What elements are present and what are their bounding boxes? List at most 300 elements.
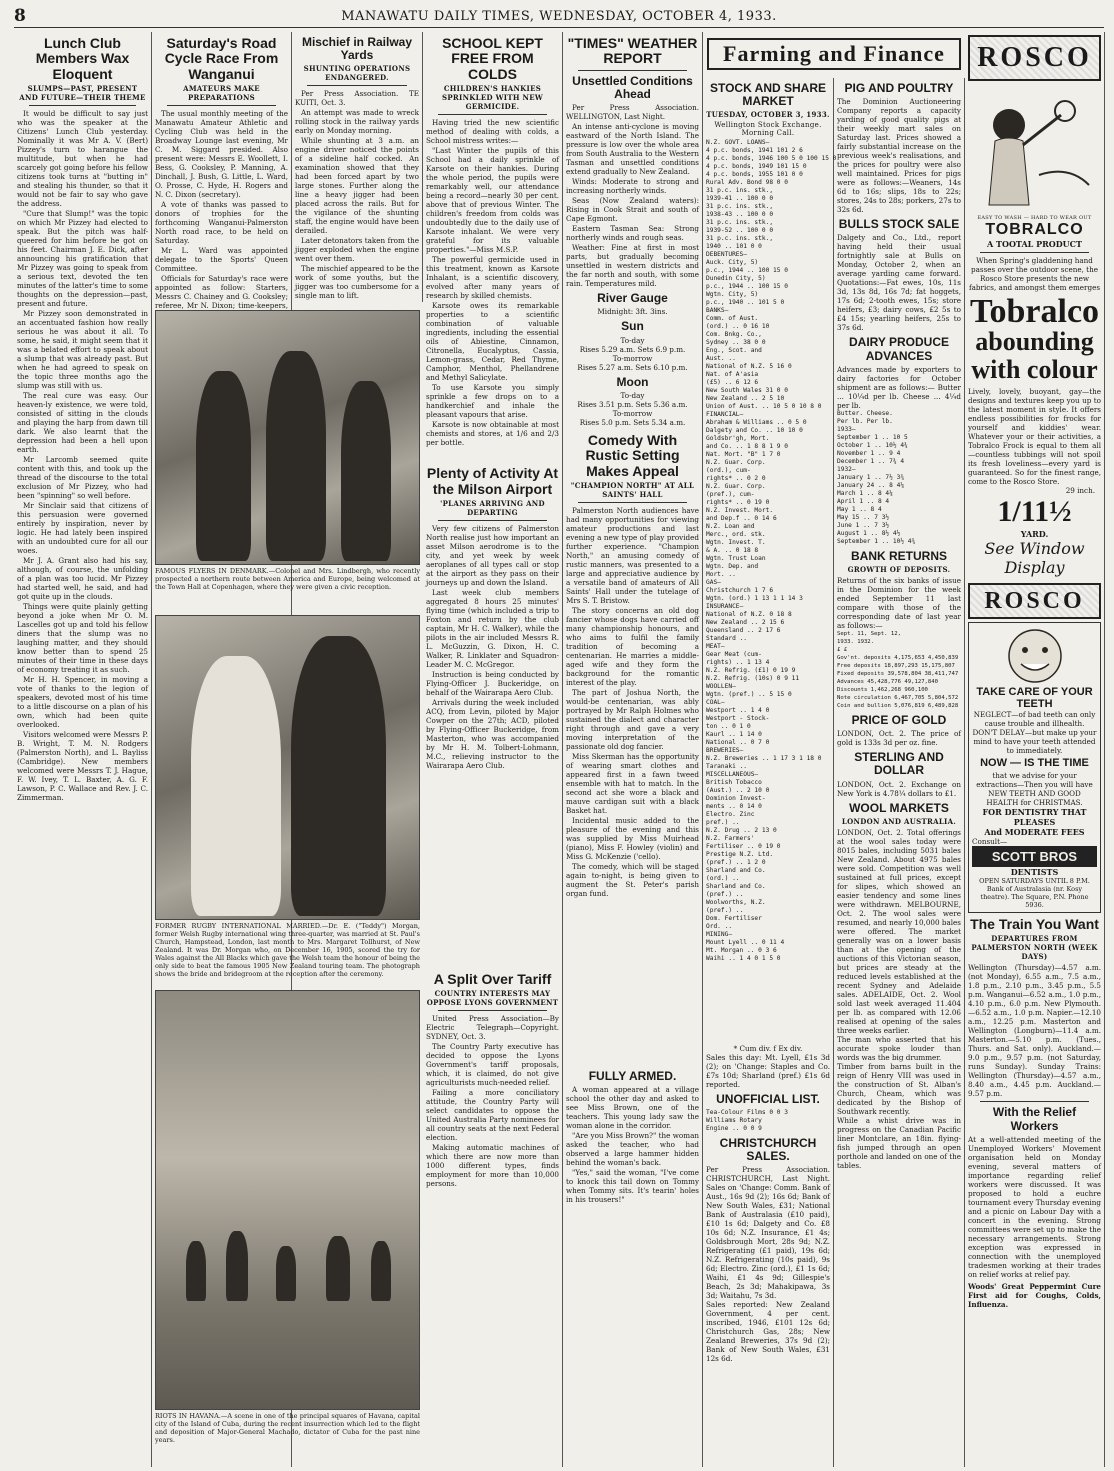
train-timetable: Wellington (Thursday)—4.57 a.m. (not Monday), 6.55 a.m., 7.5 a.m., 1.8 p.m., 2.10 p.m., 3.45 p.m., 5.5 p.m. Wanganui—6.52 a.m., 1.0 p.m., 4.10 p.m., 6.0 p.m. New Plymouth.—6.52 a.m., 1.0 p.m. Napier.—12.10 a.m., 12.25 p.m. Masterton and Wellington (Longburn)—11.4 a.m. Masterton.—5.10 p.m. (Tues., Thurs. and Sat. only). Auckland.—9.0 p.m., 9.57 p.m. (not Saturday, runs Sunday). Sunday Trains: Wellington (Thursday)—4.57 a.m., 8.40 a.m., 4.45 p.m. Auckland.—9.57 p.m. (968, 963, 1101, 1099)
stock-row: Eng., Scot. and (706, 347, 762, 355)
paragraph: Later detonators taken from the jigger exploded when the engine went over them. (295, 236, 419, 264)
stock-row: N.Z. Drug .. 2 13 0 (706, 827, 777, 835)
paragraph: "Last Winter the pupils of this School had a daily sprinkle of Karsote on their hankies. During the whole period, the pupils were remarkably well, our attendance being a record—nearly 30 per cent. above that of previous Winter. The children's freedom from colds was undoubtedly due to the daily use of Karsote inhalant. We were very grateful for its valuable properties."—Miss M.S.P. (426, 146, 559, 255)
paragraph: Officials for Saturday's race were appointed as follow: Starters, Messrs C. Chainey and G. Cooksley; referee, Mr N. Dixon; time-keepers, (155, 274, 288, 311)
stock-row: Union of Aust. .. 10 5 0 10 8 0 (706, 403, 822, 411)
paragraph: A woman appeared at a village school the other day and asked to see Miss Brown, one of the teachers. This young lady saw the woman alone in the corridor. (566, 1085, 699, 1131)
stock-row: Gear Meat (cum- (706, 651, 762, 659)
paragraph: Karsote is now obtainable at most chemists and stores, at 1/6 and 2/3 per bottle. (426, 420, 559, 448)
headline-unsettled: Unsettled Conditions Ahead (572, 73, 693, 101)
newspaper-title: MANAWATU DAILY TIMES, WEDNESDAY, OCTOBER 4, 1933. (341, 9, 777, 24)
article-tariff (426, 1014, 559, 1188)
column-railway (292, 32, 423, 302)
stock-row: N.Z. Loan and (706, 523, 755, 531)
ad-intro: When Spring's gladdening hand passes over the outdoor scene, the Rosco Store presents the new fabrics, and amongst them emerges (968, 256, 1101, 292)
sun-row: Rises 5.27 a.m. Sets 6.10 p.m. (577, 362, 688, 372)
stock-row: Dalgety and Co. .. 10 10 0 (706, 427, 803, 435)
stock-row: Prestige N.Z. Ltd. (706, 851, 774, 859)
paragraph: Making automatic machines of which there are now more than 1000 different types, finds employment for more than 10,000 persons. (426, 1143, 559, 1189)
headline-airport: Plenty of Activity At the Milson Airport (426, 465, 559, 497)
filler-timber: Timber from barns built in the reign of Henry VIII was used in the construction of St. Alban's Church, Cheam, which was dedicated by the Bishop of Southwark recently. (837, 1061, 961, 1116)
stock-row: 31 p.c. ins. stk., (706, 235, 774, 243)
market-sales: Sales this day: Mt. Lyell, £1s 3d (2); on 'Change: Staples and Co. £7s 10d; Sharland (pref.) £1s 6d reported. (706, 1053, 830, 1090)
stock-row: rights* .. 0 19 0 (706, 499, 770, 507)
subhead-railway: SHUNTING OPERATIONS ENDANGERED. (303, 64, 411, 83)
stock-row: Queensland .. 2 17 6 (706, 627, 781, 635)
dairy-row: October 1 .. 10½ 4¾ (837, 441, 908, 449)
market-subhead: Wellington Stock Exchange. Morning Call. (714, 121, 822, 138)
dairy-row: March 1 .. 8 4¼ (837, 489, 893, 497)
sales-note: Sales reported: New Zealand Government, 4 per cent. inscribed, 1946, £101 12s 6d; Christchurch Gas, 28s; New Zealand Breweries, 37s 9d (2); Bank of New South Wales, £31 12s 6d. (706, 1299, 830, 1363)
dairy-row: Butter. Cheese. (837, 409, 893, 417)
heading-fully-armed: FULLY ARMED. (588, 1068, 677, 1083)
heading-bulls-sale: BULLS STOCK SALE (838, 217, 960, 232)
stock-row: ments .. 0 14 0 (706, 803, 762, 811)
headline-school-colds: SCHOOL KEPT FREE FROM COLDS (442, 35, 543, 82)
stock-row: 1939-41 .. 100 0 0 (706, 195, 774, 203)
dairy-row: August 1 .. 8½ 4½ (837, 529, 901, 537)
stock-row: Nat. of A'asia (706, 371, 759, 379)
column-stock-market (703, 78, 837, 1467)
stock-row: Westport .. 1 4 0 (706, 707, 770, 715)
stock-row: Fertiliser .. 0 19 0 (706, 843, 781, 851)
stock-row: MINING— (706, 931, 733, 939)
masthead (14, 6, 1104, 28)
relief-workers-text: At a well-attended meeting of the Unemployed Workers' Movement organisation held on Monday evening, several matters of importance regarding relief workers were discussed. It was proposed to hold a euchre tournament every Thursday evening and a picnic on Labour Day with a concert in the evening. Strong committees were set up to make the necessary arrangements. Strong exception was expressed in connection with the unemployed tradesmen working at their trades on relief works at relief pay. (968, 1134, 1101, 1279)
stock-row: DEBENTURES— (706, 251, 747, 259)
divider (438, 114, 547, 115)
stock-table (706, 139, 837, 1044)
paragraph: Weather: Fine at first in most parts, but gradually becoming unsettled in western districts and the far north and south, with some rain. Temperatures mild. (566, 243, 699, 289)
market-note: * Cum div. f Ex div. (733, 1044, 803, 1054)
stock-row: Mt. Morgan .. 0 3 6 (706, 947, 777, 955)
stock-row: Electro. Zinc (706, 811, 755, 819)
paragraph: Things were quite plainly getting beyond a joke when Mr O. M. Lascelles got up and told his fellow diners that the slump was no laughing matter, and they should know better than to spend 25 minutes of their time in these days of economy treating it as such. (17, 602, 148, 675)
teeth-headline: TAKE CARE OF YOUR TEETH (976, 686, 1093, 710)
column-weather (563, 32, 703, 1467)
photo-wedding (155, 615, 420, 920)
stock-row: 1939-52 .. 100 0 0 (706, 227, 774, 235)
price: 1/11½ (997, 495, 1072, 528)
paragraph: United Press Association—By Electric Telegraph—Copyright. SYDNEY, Oct. 3. (426, 1014, 559, 1042)
stock-row: & A. .. 0 18 8 (706, 547, 759, 555)
paragraph: It would be difficult to say just who was the speaker at the Citizens' Lunch Club yesterday. Nominally it was Mr A. V. (Bert) Pizzey's turn to harangue the multitude, but when he had scarcely got going before his fellow citizens took turns at "butting in" and stealing his thunder, so that it would not be fair to say who gave the address. (17, 109, 148, 209)
divider (167, 105, 276, 106)
divider (438, 520, 547, 521)
stock-row: 31 p.c. ins. stk., (706, 187, 774, 195)
paragraph: An intense anti-cyclone is moving eastward of the North Island. The pressure is low over the whole area from South Australia to the Western Tasman and unsettled conditions extend gradually to New Zealand. (566, 122, 699, 177)
paragraph: Arrivals during the week included ACQ, from Levin, piloted by Major Cowper on the 27th; ACD, piloted by Flying-Officer Buckeridge, from Masterton, who was accompanied by Mr H. M. Tolbert-Lohmann, M.C., relieving instructor to the Wairarapa Aero Club. (426, 697, 559, 770)
paragraph: A vote of thanks was passed to donors of trophies for the forthcoming Wanganui-Palmerston North road race, to be held on Saturday. (155, 200, 288, 246)
sun-row: Rises 5.29 a.m. Sets 6.9 p.m. (579, 344, 686, 354)
article-school-colds (426, 118, 559, 458)
moon-row: Rises 3.51 p.m. Sets 5.36 a.m. (577, 399, 688, 409)
stock-row: p.c., 1944 .. 100 15 0 (706, 283, 788, 291)
subhead-bank-returns: GROWTH OF DEPOSITS. (847, 564, 951, 574)
dairy-row: January 1 .. 7½ 3¾ (837, 473, 905, 481)
ad-body: Lively, lovely, buoyant, gay—the designs and textures keep you up to the latest moment in style. It offers endless possibilities for frocks for yourself and kiddies' wear. Whatever your or their activities, a Tobralco Frock is equal to them all—countless tubbings will not spoil its fresh loveliness—every yard is guaranteed. So for the finest range, come to the Rosco Store. (968, 387, 1101, 486)
stock-row: 1938-43 .. 100 0 0 (706, 211, 774, 219)
subhead-cycle-race: AMATEURS MAKE PREPARATIONS (183, 84, 260, 103)
paragraph: The part of Joshua North, the would-be centenarian, was ably portrayed by Mr Ralph Holmes who sustained the dialect and character right through and gave a very moving interpretation of the passionate old dog fancier. (566, 687, 699, 751)
stock-row: Waihi .. 1 4 0 1 5 0 (706, 955, 781, 963)
price-unit: YARD. (1020, 529, 1049, 539)
bank-row: Note circulation 6,467,705 5,804,572 (837, 694, 959, 701)
paragraph: Miss Skerman has the opportunity of wearing smart clothes and appeared first in a fawn tweed ensemble with hat to match. In the second act she wore a black and mauve cardigan suit with a black Basket hat. (566, 751, 699, 815)
stock-row: Wgtn. Trust Loan (706, 555, 766, 563)
article-comedy (566, 506, 699, 1066)
rosco-logo-footer: ROSCO (968, 583, 1101, 619)
divider (438, 1010, 547, 1011)
tootal-product: A TOOTAL PRODUCT (987, 239, 1082, 249)
see-window-display: See Window Display (984, 539, 1085, 577)
divider (307, 85, 407, 86)
open-hours: OPEN SATURDAYS UNTIL 8 P.M. (979, 877, 1090, 885)
paragraph: The powerful germicide used in this treatment, known as Karsote Inhalant, is a scientific discovery, evolved after many years of research by skilled chemists. (426, 255, 559, 301)
dairy-row: May 15 .. 7 3½ (837, 513, 890, 521)
paragraph: Having tried the new scientific method of dealing with colds, a School mistress writes:— (426, 118, 559, 146)
heading-relief-workers: With the Relief Workers (992, 1105, 1077, 1133)
stock-row: Aust. .. (706, 355, 736, 363)
stock-row: N.Z. GOVT. LOANS— (706, 139, 770, 147)
scott-bros-logo: SCOTT BROS (972, 846, 1097, 867)
stock-row: N.Z. Guar. Corp. (706, 459, 766, 467)
stock-row: ton .. 0 1 0 (706, 723, 751, 731)
paragraph: "Yes," said the woman, "I've come to knock this tail down on Tommy when Tommy sits. It's tearin' holes in his trousers!" (566, 1168, 699, 1205)
moon-row: To-morrow (612, 408, 653, 418)
face-icon (975, 626, 1095, 686)
subhead-lunch-club: SLUMPS—PAST, PRESENT AND FUTURE—THEIR THEME (19, 84, 146, 103)
bank-row: Advances 45,428,776 49,127,840 (837, 678, 939, 685)
dairy-row: June 1 .. 7 3½ (837, 521, 890, 529)
photo-havana-riot (155, 990, 420, 1410)
bank-row: Free deposits 18,897,293 15,175,807 (837, 662, 955, 669)
bank-row: Sept. 11, Sept. 12, (837, 630, 901, 637)
sun-row: To-day (620, 335, 645, 345)
bulls-sale-text: Dalgety and Co., Ltd., report having held their usual fortnightly sale at Bulls on Monday, October 2, when an average yarding came forward. Quotations:—Fat ewes, 10s, 11s 3d, 13s 8d, 16s 7d; fat hoggets, 17s 6d; 2-tooth ewes, 15s; store heifers, £3; dairy cows, £2 5s to £4 15s; yearling heifers, 25s to 37s 6d. (837, 233, 961, 333)
article-fully-armed (566, 1085, 699, 1204)
woods-peppermint-ad: Woods' Great Peppermint Cure First aid for Coughs, Colds, Influenza. (968, 1281, 1101, 1309)
bank-row: Gov'nt. deposits 4,175,653 4,450,839 (837, 654, 959, 661)
river-gauge-value: Midnight: 3ft. 3ins. (597, 307, 668, 317)
bank-row: £ £ (837, 646, 848, 653)
divider (980, 252, 1089, 253)
stock-row: Com. Bnkg. Co., (706, 331, 762, 339)
farming-finance-banner-wrap (703, 32, 965, 74)
stock-row: N.Z. Guar. Corp. (706, 483, 766, 491)
paragraph: Per Press Association. WELLINGTON, Last Night. (566, 103, 699, 122)
stock-row: Woolworths, N.Z. (706, 899, 766, 907)
stock-row: WOOLLEN— (706, 683, 736, 691)
paragraph: Winds: Moderate to strong and increasing northerly winds. (566, 177, 699, 196)
smile-illustration (972, 626, 1097, 686)
stock-row: (Aust.) .. 2 10 0 (706, 787, 770, 795)
rosco-tobralco-ad (968, 35, 1101, 619)
stock-row: Mort. .. (706, 571, 736, 579)
stock-row: MEAT— (706, 643, 725, 651)
stock-row: New South Wales 31 0 0 (706, 387, 788, 395)
headline-cycle-race: Saturday's Road Cycle Race From Wanganui (164, 35, 279, 82)
stock-row: 31 p.c. ins. stk., (706, 203, 774, 211)
paragraph: The mischief appeared to be the work of some youths, but the jigger was too cumbersome for a single man to lift. (295, 264, 419, 301)
stock-row: N.Z. Invest. Mort. (706, 507, 774, 515)
consult-label: Consult— (972, 837, 1008, 846)
stock-row: GAS— (706, 579, 721, 587)
paragraph: "Are you Miss Brown?" the woman asked the teacher, who had observed a large hammer hidden behind the woman's back. (566, 1131, 699, 1168)
dairy-text: Advances made by exporters to dairy factories for October shipment are as follows:— Butter ... 10¼d per lb. Cheese ... 4¼d per lb. (837, 364, 961, 410)
headline-tariff: A Split Over Tariff (433, 970, 552, 987)
photo-block-morgan (155, 615, 420, 982)
paragraph: The story concerns an old dog fancier whose dogs have carried off many championship honours, and who aims to fulfil the family tradition of becoming a centenarian. He marries a middle-aged wife and they form the background for the romantic interest of the play. (566, 605, 699, 687)
stock-row: BANKS— (706, 307, 729, 315)
stock-row: MISCELLANEOUS— (706, 771, 759, 779)
paragraph: Visitors welcomed were Messrs P. B. Wright, T. M. N. Rodgers (Palmerston North), and L. Bayliss (Cambridge). New members welcomed were Messrs T. J. Hague, F. W. Ivey, T. L. Baxter, A. G. F. Lawson, P. C. Wallace and Rev. J. C. Zimmerman. (17, 730, 148, 803)
heading-sterling: STERLING AND DOLLAR (854, 750, 944, 778)
stock-row: Wgtn. (pref.) .. 5 15 0 (706, 691, 792, 699)
moon-times (566, 391, 699, 427)
stock-row: 4 p.c. bonds, 1955 101 0 0 (706, 171, 803, 179)
stock-row: Abraham & Williams .. 0 5 0 (706, 419, 807, 427)
table-row: Williams Rotary (706, 1116, 762, 1124)
column-school-colds (423, 32, 563, 1467)
stock-row: BREWERIES— (706, 747, 744, 755)
heading-sun: Sun (621, 319, 644, 334)
stock-row: Sharland and Co. (706, 867, 766, 875)
bank-row: Coin and bullion 5,076,819 6,489,828 (837, 702, 959, 709)
dairy-row: May 1 .. 8 4 (837, 505, 882, 513)
stock-row: New Zealand .. 2 15 6 (706, 619, 785, 627)
paragraph: Last week club members aggregated 8 hours 25 minutes' flying time (which included a trip to Foxton and return by the club captain, Mr H. C. Walker), while the pilots in the air included Messrs R. L. McGuzzin, G. Dixon, H. C. Walker, R. Linklater and Squadron-Leader M. C. McGregor. (426, 587, 559, 669)
tobralco-wordmark: TOBRALCO (985, 221, 1084, 238)
stock-row: 4 p.c. bonds, 1946 100 5 0 100 15 0 (706, 155, 837, 163)
wool-text: LONDON, Oct. 2. Total offerings at the wool sales today were 8015 bales, including 5031 bales New Zealand. About 4975 bales were sold. Competition was well sustained at full prices, except for slipes, which showed an easier tendency and some lines were withdrawn. MELBOURNE, Oct. 2. The wool sales were resumed, and nearly 10,000 bales were offered. The market generally was on a lower basis than at the opening of the auctions of this Victorian season, but prices are steady at the reduced levels established at the recent Sydney and Adelaide sales. ADELAIDE, Oct. 2. Wool sold last week averaged 11.404 per lb. as compared with 12.06 realised at opening of the sales three weeks earlier. (837, 827, 961, 1035)
rosco-logo: ROSCO (968, 35, 1101, 81)
dairy-row: 1933— (837, 425, 856, 433)
dairy-row: December 1 .. 7¾ 4 (837, 457, 905, 465)
subhead-tariff: COUNTRY INTERESTS MAY OPPOSE LYONS GOVERNMENT (426, 989, 559, 1008)
stock-row: National of N.Z. 5 16 0 (706, 363, 792, 371)
subhead-school-colds: CHILDREN'S HANKIES SPRINKLED WITH NEW GERMICIDE. (441, 84, 544, 112)
stock-row: Westport - Stock- (706, 715, 770, 723)
dairy-row: September 1 .. 10½ 4¾ (837, 537, 916, 545)
stock-row: 4 p.c. bonds, 1949 101 15 0 (706, 163, 807, 171)
stock-row: Dunedin City, 5) (706, 275, 766, 283)
paragraph: Seas (Now Zealand waters): Rising in Cook Strait and south of Cape Egmont. (566, 196, 699, 224)
tobralco-slogan: EASY TO WASH — HARD TO WEAR OUT (977, 215, 1092, 221)
stock-row: Merc., ord. stk. (706, 531, 766, 539)
dentistry-tagline: FOR DENTISTRY THAT PLEASES (982, 807, 1087, 827)
stock-row: Standard .. (706, 635, 747, 643)
heading-bank-returns: BANK RETURNS (851, 548, 947, 563)
paragraph: Mr J. A. Grant also had his say, although, of course, the unfolding of a plan was too lucid. Mr Pizzey had started well, he said, and had got quite up in the clouds. (17, 556, 148, 602)
column-advertisements (965, 32, 1105, 1467)
dairy-row: Per lb. Per lb. (837, 417, 893, 425)
paragraph: Instruction is being conducted by Flying-Officer J. Buckeridge, on behalf of the Wairarapa Aero Club. (426, 669, 559, 697)
stock-row: Wgtn. (ord.) 1 13 1 1 14 3 (706, 595, 803, 603)
stock-row: N.Z. Farmers' (706, 835, 755, 843)
stock-row: and Dep.f .. 0 14 6 (706, 515, 777, 523)
dairy-row: September 1 .. 10 5 (837, 433, 908, 441)
fabric-width: 29 inch. (1065, 486, 1095, 495)
stock-row: Sharland and Co. (706, 883, 766, 891)
stock-row: (ord.) .. (706, 875, 740, 883)
sterling-text: LONDON, Oct. 2. Exchange on New York is 4.78¼ dollars to £1. (837, 779, 961, 798)
article-railway (295, 89, 419, 300)
stock-row: Goldsbr'gh, Mort. (706, 435, 770, 443)
stock-row: British Tobacco (706, 779, 762, 787)
paragraph: The usual monthly meeting of the Manawatu Amateur Athletic and Cycling Club was held in the Broadway Lounge last evening, Mr C. M. Siggard presided. Also present were: Messrs E. Woollett, I. Bess, G. Cooksley, P. Manning, A. Dinchall, J. Bush, G. Little, L. Ward, O. Prosse, C. Hyde, H. Rogers and N. C. Dixon (secretary). (155, 109, 288, 200)
caption-havana: RIOTS IN HAVANA.—A scene in one of the principal squares of Havana, capital city of the Island of Cuba, during the recent insurrection which led to the flight and deposition of Major-General Machado, dictator of Cuba for the past nine years. (155, 1412, 420, 1444)
pig-poultry-text: The Dominion Auctioneering Company reports a capacity yarding of good quality pigs at their weekly mart sales on Saturday last. Prices showed a fairly substantial increase on the previous week's realisations, and the prices for poultry were also well maintained. Prices for pigs were as follows:—Weaners, 14s 6d to 16s; slips, 18s to 22s; stores, 24s to 28s; porkers, 27s to 32s 6d. (837, 97, 962, 215)
tobralco-illustration (968, 85, 1101, 215)
stock-row: Nat. Mort. "B" 1 7 0 (706, 451, 781, 459)
stock-row: Christchurch 1 7 6 (706, 587, 774, 595)
stock-row: Rural Adv. Bond 98 0 0 (706, 179, 788, 187)
paragraph: An attempt was made to wreck rolling stock in the railway yards early on Monday morning. (295, 108, 419, 136)
sun-times (566, 336, 699, 372)
paragraph: To use Karsote you simply sprinkle a few drops on to a handkerchief and inhale the pleasant vapours that arise. (426, 383, 559, 420)
photo-lindbergh (155, 310, 420, 565)
stock-row: (pref.) .. (706, 907, 744, 915)
headline-lunch-club: Lunch Club Members Wax Eloquent (35, 35, 130, 82)
heading-gold: PRICE OF GOLD (851, 712, 947, 727)
stock-row: 31 p.c. ins. stk., (706, 219, 774, 227)
dairy-row: 1932— (837, 465, 856, 473)
paragraph: Per Press Association. TE KUITI, Oct. 3. (295, 89, 419, 108)
stock-row: Ord. .. (706, 923, 733, 931)
paragraph: Very few citizens of Palmerston North realise just how important an asset Milson aerodrome is to the city, and yet week by week aeroplanes of all types call or stop at the airport as they pass on their journeys up and down the Island. (426, 523, 559, 587)
stock-row: (£5) .. 6 12 6 (706, 379, 759, 387)
stock-row: INSURANCE— (706, 603, 744, 611)
paragraph: Mr Larcomb seemed quite content with this, and took up the thread of the discourse to the total exclusion of Mr Pizzey, who had been "spinning" so well before. (17, 455, 148, 501)
heading-dairy: DAIRY PRODUCE ADVANCES (848, 335, 949, 363)
stock-row: rights) .. 1 13 4 (706, 659, 770, 667)
dairy-row: January 24 .. 8 4¼ (837, 481, 905, 489)
stock-row: Taranaki .. (706, 763, 747, 771)
dairy-row: April 1 .. 8 4 (837, 497, 890, 505)
subhead-train: DEPARTURES FROM PALMERSTON NORTH (WEEK DAYS) (971, 934, 1098, 962)
headline-weather: "TIMES" WEATHER REPORT (567, 35, 698, 67)
stock-row: National .. 0 7 0 (706, 739, 770, 747)
article-lunch-club (17, 109, 148, 802)
heading-moon: Moon (616, 374, 649, 389)
stock-row: New Zealand .. 2 5 10 (706, 395, 785, 403)
unofficial-table (706, 1109, 830, 1133)
sun-row: To-morrow (612, 353, 653, 363)
stock-row: (ord.) .. 0 16 10 (706, 323, 770, 331)
headline-comedy: Comedy With Rustic Setting Makes Appeal (585, 431, 680, 479)
tobralco-headline: Tobralco (969, 293, 1100, 330)
paragraph: Mr Pizzey soon demonstrated in an accentuated fashion how really serious he was about it all. To some, he said, it might seem that it was a belated effort to speak about a slump that was already past. But when he had agreed to speak on the topic three months ago the slump was still with us. (17, 309, 148, 391)
stock-row: N.Z. Refrig. (10s) 0 9 11 (706, 675, 800, 683)
paragraph: While shunting at 3 a.m. an engine driver noticed the points of a sideline half cocked. An examination showed that they had been forced apart by two large stones. Further along the line a heavy jigger had been placed across the rails. But for the vigilance of the shunting staff, the engine would have been derailed. (295, 136, 419, 236)
paragraph: Karsote owes its remarkable properties to a scientific combination of valuable ingredients, including the essential oils of Abiestine, Cinnamon, Citronella, Eucalyptus, Cassia, Lemon-grass, Cedar, Red Thyme, Camphor, Menthol, Phellandrene and Methyl Salicylate. (426, 301, 559, 383)
bank-row: Fixed deposits 39,578,804 38,411,747 (837, 670, 959, 677)
stock-row: (pref.) .. (706, 891, 744, 899)
paragraph: Mr Sinclair said that citizens of this persuasion were governed entirely by inspiration, never by logic. He had lately been inspired with an undoubted cure for all our woes. (17, 501, 148, 556)
scott-bros-dentist-ad (968, 622, 1101, 913)
dairy-row: November 1 .. 9 4 (837, 449, 901, 457)
headline-railway: Mischief in Railway Yards (301, 35, 413, 63)
heading-christchurch-sales: CHRISTCHURCH SALES. (719, 1135, 817, 1163)
bank-row: Discounts 1,462,268 960,100 (837, 686, 928, 693)
divider (980, 1101, 1089, 1102)
photo-block-lindbergh (155, 310, 420, 595)
photo-block-havana (155, 990, 420, 1448)
bank-row: 1933. 1932. (837, 638, 875, 645)
stock-row: (pref.) .. 1 2 0 (706, 859, 766, 867)
filler-flying-fish: While a whist drive was in progress on the Canadian Pacific liner Montclare, an 18in. flying-fish jumped through an open porthole and landed on one of the tables. (837, 1115, 961, 1170)
market-date: TUESDAY, OCTOBER 3, 1933. (706, 110, 830, 120)
page-number: 8 (14, 6, 26, 26)
moon-row: To-day (620, 390, 645, 400)
abounding-headline: abounding with colour (971, 327, 1098, 384)
divider (578, 502, 687, 503)
paragraph: Mr L. Ward was appointed delegate to the Sports' Queen Committee. (155, 246, 288, 274)
stock-row: N.Z. Breweries .. 1 17 3 1 18 0 (706, 755, 822, 763)
subhead-comedy: "CHAMPION NORTH" AT ALL SAINTS' HALL (570, 480, 695, 499)
heading-pig-poultry: PIG AND POULTRY (844, 81, 954, 95)
dairy-table (837, 410, 961, 546)
girl-illustration-icon (969, 85, 1101, 215)
paragraph: "Cure that Slump!" was the topic on which Mr Pizzey had elected to speak. But the pitch was half-queered for him before he got on his feet. Chairman J. E. Dick, after announcing his gratification that Mr Pizzey was going to speak from a serious text, devoted the ten minutes of the latter's time to some thoughts on the depression—past, present and future. (17, 209, 148, 309)
stock-row: (ord.), cum- (706, 467, 751, 475)
stock-row: and Co. .. 1 8 8 1 9 0 (706, 443, 788, 451)
subhead-airport: 'PLANES ARRIVING AND DEPARTING (440, 498, 545, 517)
paragraph: The Country Party executive has decided to oppose the Lyons Government's tariff proposals, which, it is claimed, do not give agriculturists much-needed relief. (426, 1042, 559, 1088)
paragraph: Eastern Tasman Sea: Strong northerly winds and rough seas. (566, 224, 699, 243)
stock-row: p.c., 1944 .. 100 15 0 (706, 267, 788, 275)
heading-train: The Train You Want (970, 916, 1099, 932)
stock-row: COAL— (706, 699, 725, 707)
stock-row: 4 p.c. bonds, 1941 101 2 6 (706, 147, 803, 155)
filler-drummer: The man who asserted that his accurate spoke louder than words was the big drummer. (837, 1034, 961, 1062)
stock-row: Sydney .. 38 0 0 (706, 339, 766, 347)
article-weather (566, 103, 699, 288)
column-finance-2 (834, 78, 965, 1467)
paragraph: Mr H. H. Spencer, in moving a vote of thanks to the legion of speakers, devoted most of his time to a little discourse on a plan of his own, which had been quite overlooked. (17, 675, 148, 730)
gold-text: LONDON, Oct. 2. The price of gold is 133s 3d per oz. fine. (837, 729, 961, 748)
heading-stock-market: STOCK AND SHARE MARKET (709, 81, 826, 109)
dentists-label: DENTISTS (1010, 867, 1059, 877)
stock-row: Comm. of Aust. (706, 315, 759, 323)
table-row: Engine .. 0 0 9 (706, 1124, 762, 1132)
teeth-text: NEGLECT—of bad teeth can only cause trouble and illhealth. DON'T DELAY—but make up your mind to have your teeth attended to immediately. (972, 710, 1097, 755)
now-is-the-time: NOW — IS THE TIME (980, 757, 1089, 769)
bank-text: Returns of the six banks of issue in the Dominion for the week ended September 11 last compare with those of the corresponding date of last year as follows:— (837, 575, 961, 630)
moderate-fees: And MODERATE FEES (984, 827, 1085, 837)
paragraph: Incidental music added to the pleasure of the evening and this was supplied by Miss Muirhead (piano), Miss F. Howley (violin) and Miss G. McKenzie ('cello). (566, 815, 699, 861)
divider (29, 105, 136, 106)
moon-row: Rises 5.0 p.m. Sets 5.34 a.m. (579, 417, 686, 427)
stock-row: p.c., 1940 .. 101 5 0 (706, 299, 785, 307)
stock-row: Mount Lyell .. 0 11 4 (706, 939, 785, 947)
stock-row: Wgtn. City, 5) (706, 291, 759, 299)
stock-row: pref.) .. (706, 819, 740, 827)
teeth-text-2: that we advise for your extractions—Then you will have NEW TEETH AND GOOD HEALTH for CHRISTMAS. (976, 771, 1093, 807)
paragraph: Palmerston North audiences have had many opportunities for viewing amateur productions and last evening a new type of play provided further experience. "Champion North," an amusing comedy of rustic manners, was presented to a large and appreciative audience by a versatile band of amateurs of All Saints' Hall under the tutelage of Mrs S. T. Bristow. (566, 505, 699, 605)
heading-unofficial-list: UNOFFICIAL LIST. (716, 1092, 820, 1107)
bank-table (837, 630, 961, 710)
subhead-wool: LONDON AND AUSTRALIA. (841, 816, 957, 826)
address: Bank of Australasia (nr. Kosy theatre). The Square, P.N. Phone 5936. (980, 885, 1089, 909)
divider (578, 70, 687, 71)
christchurch-sales: Per Press Association. CHRISTCHURCH, Last Night. Sales on 'Change: Comm. Bank of Aust., 16s 9d (2); 16s 6d; Bank of New South Wales, £31; National Bank of Australasia (£10 paid), £10 1s 6d; Dalgety and Co. £8 10s 6d; N.Z. Insurance, £1 4s; Goldsbrough Mort, 28s 9d; N.Z. Refrigerating (£1 paid), 19s 6d; N.Z. Refrigerating (10s paid), 9s 6d; Electro. Zinc (ord.), £1 1s 6d; Waihi, £1 4s 9d; Gillespie's Beach, 2s 3d; Mahakipawa, 3s 3d; Waitahu, 7s 3d. (706, 1164, 830, 1300)
heading-river-gauge: River Gauge (597, 291, 668, 306)
stock-row: Auck. City, 5) (706, 259, 759, 267)
farming-finance-banner: Farming and Finance (707, 38, 961, 70)
stock-row: National of N.Z. 0 18 8 (706, 611, 792, 619)
